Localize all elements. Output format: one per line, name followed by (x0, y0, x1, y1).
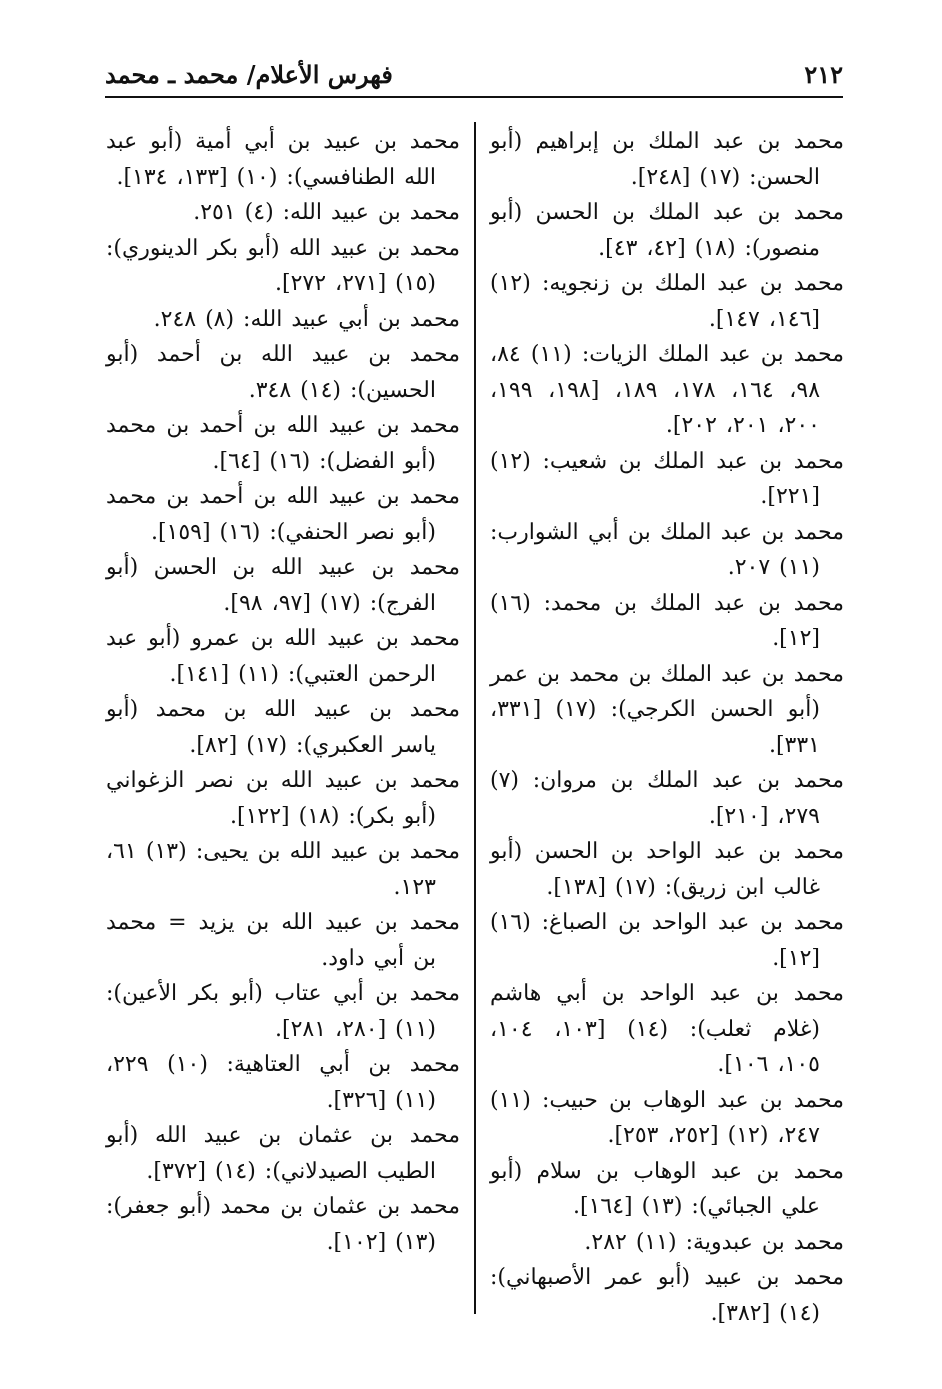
index-entry: محمد بن عبيد الله: (٤) ٢٥١. (193, 200, 460, 225)
index-entry: محمد بن عبد الملك بن إبراهيم (أبو الحسن: (١٧) [٢٤٨]. (490, 129, 844, 190)
header-rule (105, 96, 843, 98)
index-entry: محمد بن عبيد الله بن أحمد بن محمد (أبو نصر الحنفي): (١٦) [١٥٩]. (106, 484, 460, 545)
index-entry: محمد بن عبد الوهاب بن سلام (أبو علي الجبائي): (١٣) [١٦٤]. (490, 1158, 844, 1219)
column-divider (474, 122, 476, 1314)
index-entry: محمد بن عبيد الله بن نصر الزغواني (أبو بكر): (١٨) [١٢٢]. (106, 768, 460, 829)
index-entry: محمد بن عبيد الله (أبو بكر الدينوري): (١٥) [٢٧١، ٢٧٢]. (106, 235, 460, 296)
index-entry: محمد بن عبيد بن أبي أمية (أبو عبد الله الطنافسي): (١٠) [١٣٣، ١٣٤]. (106, 129, 460, 190)
index-entry: محمد بن أبي عتاب (أبو بكر الأعين): (١١) [٢٨٠، ٢٨١]. (106, 981, 460, 1042)
page-number: ٢١٢ (804, 60, 843, 89)
index-entry: محمد بن عبد الواحد بن أبي هاشم (غلام ثعلب): (١٤) [١٠٣، ١٠٤، ١٠٥، ١٠٦]. (490, 981, 844, 1077)
index-entry: محمد بن عبد الملك بن زنجويه: (١٢) [١٤٦، ١٤٧]. (490, 271, 844, 332)
index-entry: محمد بن عبد الملك بن أبي الشوارب: (١١) ٢٠٧. (490, 519, 844, 580)
index-entry: محمد بن عبد الملك بن محمد: (١٦) [١٢]. (490, 590, 844, 651)
index-entry: محمد بن عبيد الله بن الحسن (أبو الفرج): (١٧) [٩٧، ٩٨]. (106, 555, 460, 616)
index-entry: محمد بن عبد الملك بن محمد بن عمر (أبو الحسن الكرجي): (١٧) [٣٣١، ٣٣١]. (490, 661, 844, 758)
index-entry: محمد بن عبيد الله بن أحمد (أبو الحسين): (١٤) ٣٤٨. (106, 342, 460, 403)
index-entry: محمد بن عبدوية: (١١) ٢٨٢. (584, 1229, 844, 1255)
index-entry: محمد بن أبي العتاهية: (١٠) ٢٢٩، (١١) [٣٢٦]. (106, 1052, 461, 1113)
index-entry: محمد بن عبد الملك الزيات: (١١) ٨٤، ٩٨، ١٦٤، ١٧٨، ١٨٩، [١٩٨، ١٩٩، ٢٠٠، ٢٠١، ٢٠٢]. (490, 342, 845, 438)
index-entry: محمد بن عثمان بن محمد (أبو جعفر): (١٣) [١٠٢]. (106, 1194, 460, 1255)
index-entry: محمد بن عبيد الله بن عمرو (أبو عبد الرحمن العتبي): (١١) [١٤١]. (106, 626, 460, 687)
index-entry: محمد بن عثمان بن عبيد الله (أبو الطيب الصيدلاني): (١٤) [٣٧٢]. (106, 1123, 460, 1184)
left-column (106, 124, 460, 1260)
index-entry: محمد بن عبد الملك بن الحسن (أبو منصور): (١٨) [٤٢، ٤٣]. (490, 200, 844, 261)
index-entry: محمد بن عبيد (أبو عمر الأصبهاني): (١٤) [٣٨٢]. (490, 1265, 844, 1326)
index-entry: محمد بن أبي عبيد الله: (٨) ٢٤٨. (153, 306, 460, 332)
index-entry: محمد بن عبيد الله بن أحمد بن محمد (أبو الفضل): (١٦) [٦٤]. (106, 413, 460, 474)
index-entry: محمد بن عبد الملك بن شعيب: (١٢) [٢٢١]. (490, 448, 844, 509)
page-header (105, 56, 843, 96)
running-title: فهرس الأعلام/ محمد ـ محمد (105, 60, 393, 89)
index-entry: محمد بن عبد الوهاب بن حبيب: (١١) ٢٤٧، (١٢) [٢٥٢، ٢٥٣]. (490, 1087, 844, 1148)
index-entry: محمد بن عبيد الله بن محمد (أبو ياسر العكبري): (١٧) [٨٢]. (106, 697, 460, 758)
index-entry: محمد بن عبيد الله بن يزيد = محمد بن أبي داود. (106, 910, 460, 971)
index-entry: محمد بن عبيد الله بن يحيى: (١٣) ٦١، ١٢٣. (106, 839, 461, 900)
index-entry: محمد بن عبد الواحد بن الحسن (أبو غالب ابن زريق): (١٧) [١٣٨]. (490, 839, 844, 900)
index-entry: محمد بن عبد الملك بن مروان: (٧) ٢٧٩، [٢١٠]. (490, 768, 844, 829)
right-column (490, 124, 844, 1331)
index-entry: محمد بن عبد الواحد بن الصباغ: (١٦) [١٢]. (490, 910, 844, 971)
